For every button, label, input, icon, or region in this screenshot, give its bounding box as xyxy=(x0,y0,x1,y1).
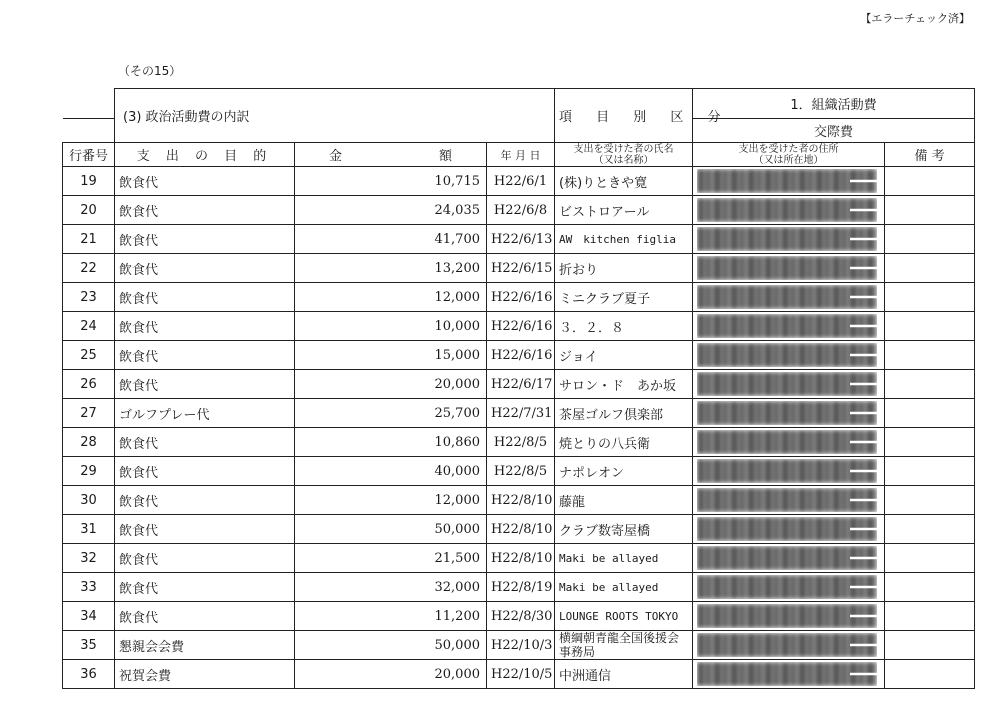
date-cell: H22/8/5 xyxy=(487,428,555,457)
date-cell: H22/8/10 xyxy=(487,515,555,544)
redacted-address xyxy=(697,488,877,512)
table-row xyxy=(63,225,975,254)
col-header-rowno: 行番号 xyxy=(63,143,115,167)
date-cell: H22/8/10 xyxy=(487,544,555,573)
amount-cell: 20,000 xyxy=(295,660,487,689)
payee-cell: Maki be allayed xyxy=(555,573,693,602)
address-cell xyxy=(693,660,885,689)
row-number: 25 xyxy=(63,341,115,370)
amount-cell: 41,700 xyxy=(295,225,487,254)
address-cell xyxy=(693,196,885,225)
address-cell xyxy=(693,457,885,486)
address-cell xyxy=(693,515,885,544)
notes-cell xyxy=(885,428,975,457)
purpose-cell: 飲食代 xyxy=(115,225,295,254)
amount-cell: 21,500 xyxy=(295,544,487,573)
amount-cell: 11,200 xyxy=(295,602,487,631)
payee-cell: AW kitchen figlia xyxy=(555,225,693,254)
col-header-date: 年 月 日 xyxy=(487,143,555,167)
payee-cell: 横綱朝青龍全国後援会事務局 xyxy=(555,631,693,660)
payee-cell: ビストロアール xyxy=(555,196,693,225)
date-cell: H22/6/15 xyxy=(487,254,555,283)
address-cell xyxy=(693,370,885,399)
amount-cell: 20,000 xyxy=(295,370,487,399)
amount-cell: 13,200 xyxy=(295,254,487,283)
date-cell: H22/7/31 xyxy=(487,399,555,428)
notes-cell xyxy=(885,312,975,341)
purpose-cell: 飲食代 xyxy=(115,196,295,225)
table-row xyxy=(63,167,975,196)
purpose-cell: 飲食代 xyxy=(115,515,295,544)
date-cell: H22/6/13 xyxy=(487,225,555,254)
row-number: 28 xyxy=(63,428,115,457)
notes-cell xyxy=(885,167,975,196)
address-cell xyxy=(693,486,885,515)
table-row xyxy=(63,254,975,283)
payee-cell: ３．２．８ xyxy=(555,312,693,341)
date-cell: H22/6/16 xyxy=(487,283,555,312)
payee-cell: (株)りときや寛 xyxy=(555,167,693,196)
purpose-cell: 飲食代 xyxy=(115,428,295,457)
table-row xyxy=(63,544,975,573)
table-row xyxy=(63,515,975,544)
redacted-address xyxy=(697,256,877,280)
address-cell xyxy=(693,399,885,428)
notes-cell xyxy=(885,631,975,660)
purpose-cell: 飲食代 xyxy=(115,544,295,573)
section-title: (3) 政治活動費の内訳 xyxy=(115,89,555,143)
redacted-address xyxy=(697,314,877,338)
payee-cell: LOUNGE ROOTS TOKYO xyxy=(555,602,693,631)
notes-cell xyxy=(885,370,975,399)
notes-cell xyxy=(885,341,975,370)
redacted-address xyxy=(697,227,877,251)
col-header-payee xyxy=(555,143,693,167)
purpose-cell: 飲食代 xyxy=(115,283,295,312)
purpose-cell: 懇親会会費 xyxy=(115,631,295,660)
purpose-cell: 飲食代 xyxy=(115,167,295,196)
error-check-stamp: 【エラーチェック済】 xyxy=(860,12,970,25)
payee-cell: 折おり xyxy=(555,254,693,283)
redacted-address xyxy=(697,401,877,425)
payee-cell: ミニクラブ夏子 xyxy=(555,283,693,312)
row-number: 35 xyxy=(63,631,115,660)
notes-cell xyxy=(885,660,975,689)
address-cell xyxy=(693,254,885,283)
redacted-address xyxy=(697,372,877,396)
date-cell: H22/8/19 xyxy=(487,573,555,602)
address-cell xyxy=(693,428,885,457)
row-number: 24 xyxy=(63,312,115,341)
redacted-address xyxy=(697,430,877,454)
table-row xyxy=(63,428,975,457)
amount-cell: 50,000 xyxy=(295,515,487,544)
notes-cell xyxy=(885,544,975,573)
col-header-purpose: 支 出 の 目 的 xyxy=(115,143,295,167)
notes-cell xyxy=(885,283,975,312)
notes-cell xyxy=(885,486,975,515)
payee-cell: 中洲通信 xyxy=(555,660,693,689)
table-row xyxy=(63,399,975,428)
table-row xyxy=(63,602,975,631)
date-cell: H22/6/17 xyxy=(487,370,555,399)
amount-cell: 40,000 xyxy=(295,457,487,486)
payee-cell: ジョイ xyxy=(555,341,693,370)
table-row xyxy=(63,312,975,341)
date-cell: H22/10/3 xyxy=(487,631,555,660)
col-header-address-line2: （又は所在地） xyxy=(753,154,824,166)
table-row xyxy=(63,370,975,399)
amount-cell: 25,700 xyxy=(295,399,487,428)
date-cell: H22/8/5 xyxy=(487,457,555,486)
payee-cell: クラブ数寄屋橋 xyxy=(555,515,693,544)
amount-cell: 50,000 xyxy=(295,631,487,660)
redacted-address xyxy=(697,285,877,309)
redacted-address xyxy=(697,343,877,367)
table-row xyxy=(63,457,975,486)
address-cell xyxy=(693,573,885,602)
purpose-cell: 飲食代 xyxy=(115,254,295,283)
notes-cell xyxy=(885,254,975,283)
amount-cell: 10,715 xyxy=(295,167,487,196)
table-row xyxy=(63,341,975,370)
redacted-address xyxy=(697,517,877,541)
col-header-amount-left: 金 xyxy=(329,149,343,164)
amount-cell: 24,035 xyxy=(295,196,487,225)
purpose-cell: 飲食代 xyxy=(115,602,295,631)
purpose-cell: 飲食代 xyxy=(115,457,295,486)
table-row xyxy=(63,660,975,689)
row-number: 19 xyxy=(63,167,115,196)
row-number: 23 xyxy=(63,283,115,312)
col-header-address-line1: 支出を受けた者の住所 xyxy=(738,143,839,155)
row-number: 20 xyxy=(63,196,115,225)
row-number: 27 xyxy=(63,399,115,428)
payee-cell: サロン・ド あか坂 xyxy=(555,370,693,399)
address-cell xyxy=(693,312,885,341)
redacted-address xyxy=(697,662,877,686)
table-row xyxy=(63,196,975,225)
date-cell: H22/6/16 xyxy=(487,341,555,370)
amount-cell: 10,000 xyxy=(295,312,487,341)
notes-cell xyxy=(885,515,975,544)
table-row xyxy=(63,283,975,312)
col-header-address xyxy=(693,143,885,167)
notes-cell xyxy=(885,225,975,254)
purpose-cell: 飲食代 xyxy=(115,312,295,341)
row-number: 30 xyxy=(63,486,115,515)
notes-cell xyxy=(885,457,975,486)
date-cell: H22/8/10 xyxy=(487,486,555,515)
address-cell xyxy=(693,283,885,312)
amount-cell: 32,000 xyxy=(295,573,487,602)
subcategory-name: 交際費 xyxy=(693,119,975,143)
redacted-address xyxy=(697,546,877,570)
col-header-amount xyxy=(295,143,487,167)
amount-cell: 10,860 xyxy=(295,428,487,457)
notes-cell xyxy=(885,602,975,631)
row-number: 32 xyxy=(63,544,115,573)
part-label: （その15） xyxy=(118,64,182,78)
redacted-address xyxy=(697,633,877,657)
col-header-payee-line2: （又は名称） xyxy=(593,154,654,166)
date-cell: H22/6/16 xyxy=(487,312,555,341)
row-number: 21 xyxy=(63,225,115,254)
date-cell: H22/6/1 xyxy=(487,167,555,196)
row-number: 31 xyxy=(63,515,115,544)
purpose-cell: 祝賀会費 xyxy=(115,660,295,689)
col-header-notes: 備 考 xyxy=(885,143,975,167)
amount-cell: 12,000 xyxy=(295,486,487,515)
row-number: 34 xyxy=(63,602,115,631)
item-category-label: 項 目 別 区 分 xyxy=(555,89,693,143)
payee-cell: 藤龍 xyxy=(555,486,693,515)
notes-cell xyxy=(885,573,975,602)
payee-cell: 焼とりの八兵衛 xyxy=(555,428,693,457)
address-cell xyxy=(693,544,885,573)
row-number: 33 xyxy=(63,573,115,602)
payee-cell: ナポレオン xyxy=(555,457,693,486)
col-header-payee-line1: 支出を受けた者の氏名 xyxy=(573,143,674,155)
date-cell: H22/8/30 xyxy=(487,602,555,631)
purpose-cell: 飲食代 xyxy=(115,341,295,370)
amount-cell: 12,000 xyxy=(295,283,487,312)
notes-cell xyxy=(885,399,975,428)
address-cell xyxy=(693,225,885,254)
expenditure-table xyxy=(62,88,975,689)
payee-cell: 茶屋ゴルフ倶楽部 xyxy=(555,399,693,428)
col-header-amount-right: 額 xyxy=(438,149,452,164)
address-cell xyxy=(693,167,885,196)
row-number: 29 xyxy=(63,457,115,486)
purpose-cell: 飲食代 xyxy=(115,370,295,399)
date-cell: H22/10/5 xyxy=(487,660,555,689)
row-number: 36 xyxy=(63,660,115,689)
notes-cell xyxy=(885,196,975,225)
address-cell xyxy=(693,631,885,660)
redacted-address xyxy=(697,169,877,193)
purpose-cell: 飲食代 xyxy=(115,486,295,515)
address-cell xyxy=(693,602,885,631)
table-row xyxy=(63,631,975,660)
amount-cell: 15,000 xyxy=(295,341,487,370)
redacted-address xyxy=(697,604,877,628)
table-row xyxy=(63,486,975,515)
purpose-cell: ゴルフプレー代 xyxy=(115,399,295,428)
purpose-cell: 飲食代 xyxy=(115,573,295,602)
row-number: 22 xyxy=(63,254,115,283)
redacted-address xyxy=(697,198,877,222)
category-name: 1．組織活動費 xyxy=(693,89,975,119)
address-cell xyxy=(693,341,885,370)
redacted-address xyxy=(697,459,877,483)
redacted-address xyxy=(697,575,877,599)
date-cell: H22/6/8 xyxy=(487,196,555,225)
payee-cell: Maki be allayed xyxy=(555,544,693,573)
table-row xyxy=(63,573,975,602)
row-number: 26 xyxy=(63,370,115,399)
